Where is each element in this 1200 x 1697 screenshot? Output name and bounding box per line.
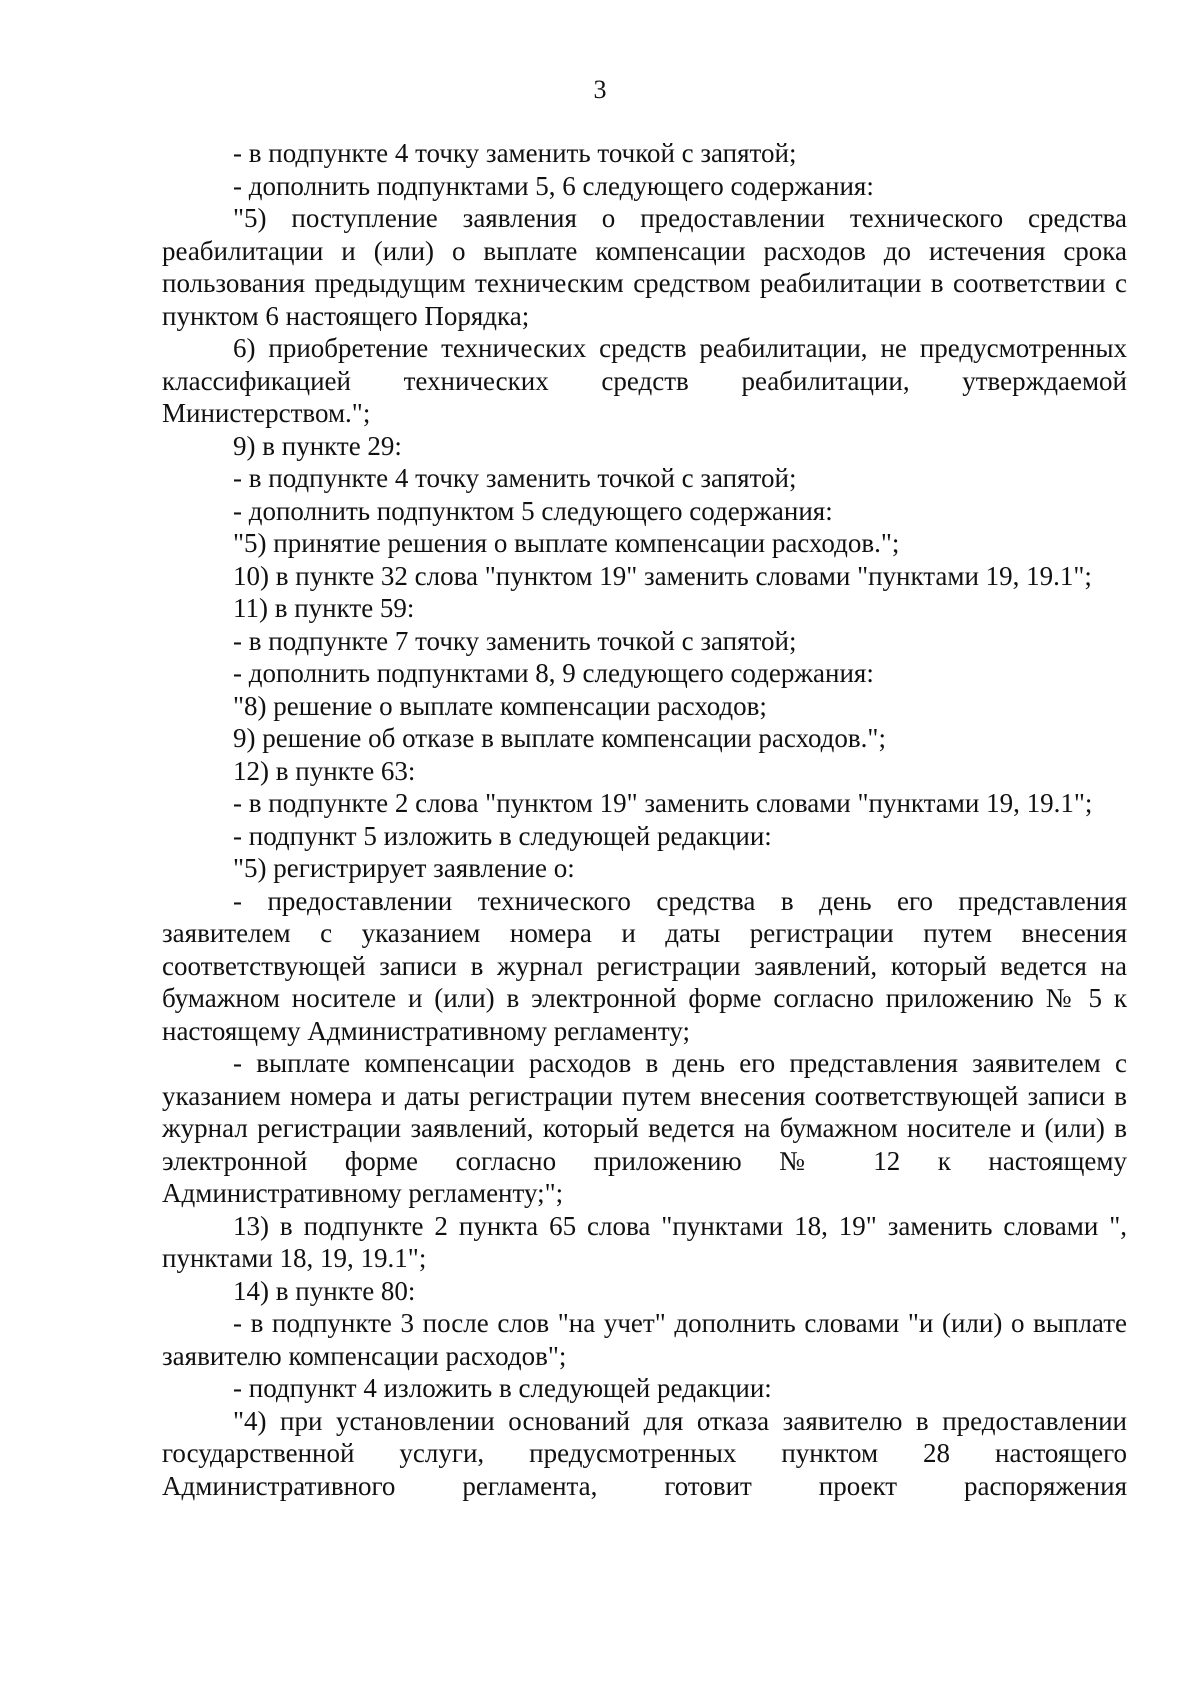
paragraph: 6) приобретение технических средств реабилитации, не предусмотренных классификацией технических средств реабилитации, утверждаемой Министерством."; xyxy=(162,333,1127,428)
document-body xyxy=(162,137,1127,1502)
paragraph: 10) в пункте 32 слова "пунктом 19" заменить словами "пунктами 19, 19.1"; xyxy=(233,560,1092,591)
paragraph: - в подпункте 4 точку заменить точкой с запятой; xyxy=(233,463,797,493)
paragraph: 14) в пункте 80: xyxy=(233,1275,416,1306)
paragraph: 9) решение об отказе в выплате компенсации расходов."; xyxy=(233,723,886,753)
paragraph: "8) решение о выплате компенсации расходов; xyxy=(233,690,767,721)
paragraph: - в подпункте 7 точку заменить точкой с запятой; xyxy=(233,625,797,656)
paragraph: - дополнить подпунктами 8, 9 следующего содержания: xyxy=(233,658,874,688)
paragraph: - выплате компенсации расходов в день его представления заявителем с указанием номера и даты регистрации путем внесения соответствующей записи в журнал регистрации заявлений, который ведется на бумажном носителе и (или) в электронной форме согласно приложению № 12 к настоящему Административному регламенту;"; xyxy=(162,1048,1127,1208)
paragraph: "5) поступление заявления о предоставлении технического средства реабилитации и (или) о выплате компенсации расходов до истечения срока пользования предыдущим техническим средством реабилитации в соответствии с пунктом 6 настоящего Порядка; xyxy=(162,203,1127,331)
paragraph: 11) в пункте 59: xyxy=(233,593,415,623)
page-number: 3 xyxy=(593,75,607,104)
paragraph: - предоставлении технического средства в день его представления заявителем с указанием номера и даты регистрации путем внесения соответствующей записи в журнал регистрации заявлений, который ведется на бумажном носителе и (или) в электронной форме согласно приложению № 5 к настоящему Административному регламенту; xyxy=(162,885,1127,1046)
paragraph: 9) в пункте 29: xyxy=(233,430,402,461)
paragraph: - в подпункте 4 точку заменить точкой с запятой; xyxy=(233,138,797,168)
paragraph: 12) в пункте 63: xyxy=(233,755,416,786)
paragraph: - в подпункте 3 после слов "на учет" дополнить словами "и (или) о выплате заявителю компенсации расходов"; xyxy=(162,1308,1127,1371)
paragraph: - подпункт 4 изложить в следующей редакции: xyxy=(233,1373,772,1403)
paragraph: - в подпункте 2 слова "пунктом 19" заменить словами "пунктами 19, 19.1"; xyxy=(233,788,1093,818)
paragraph: - подпункт 5 изложить в следующей редакции: xyxy=(233,820,772,851)
paragraph: - дополнить подпунктом 5 следующего содержания: xyxy=(233,495,833,526)
paragraph: - дополнить подпунктами 5, 6 следующего содержания: xyxy=(233,170,874,201)
paragraph: "5) принятие решения о выплате компенсации расходов."; xyxy=(233,528,900,558)
paragraph: 13) в подпункте 2 пункта 65 слова "пунктами 18, 19" заменить словами ", пунктами 18, 19, 19.1"; xyxy=(162,1210,1127,1273)
paragraph: "4) при установлении оснований для отказа заявителю в предоставлении государственной услуги, предусмотренных пунктом 28 настоящего Административного регламента, готовит проект распоряжения xyxy=(162,1405,1127,1501)
paragraph: "5) регистрирует заявление о: xyxy=(233,853,575,883)
